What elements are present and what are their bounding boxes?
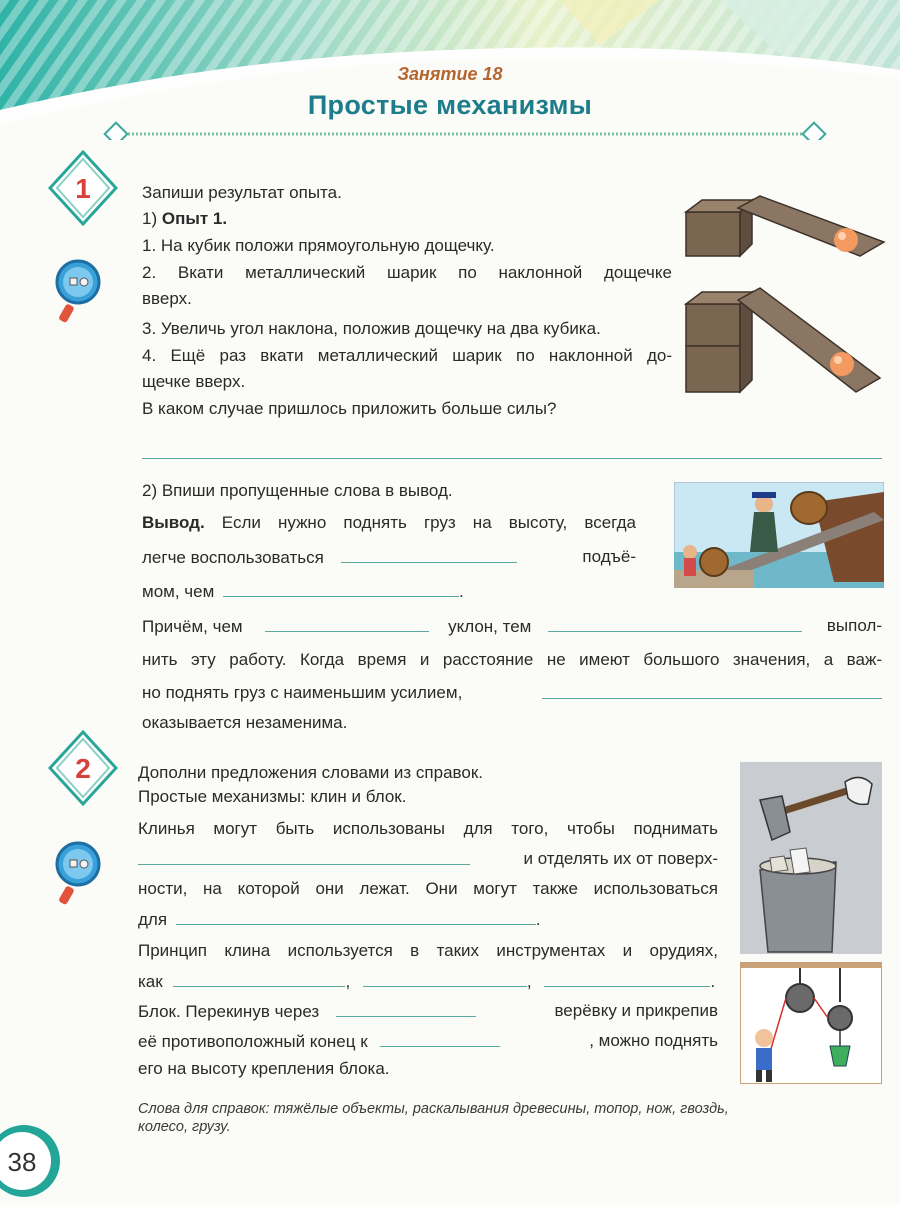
task-2-text-8d: . (710, 972, 716, 991)
page-number-badge (0, 1123, 72, 1200)
conclusion-line-1 (142, 510, 636, 536)
page-title: Простые механизмы (307, 90, 593, 120)
magnifier-experiment-icon (54, 258, 102, 324)
conclusion-line-2 (142, 544, 636, 571)
task-2-text-9a: Блок. Перекинув через (138, 1002, 320, 1021)
task-2-text-10b: , можно поднять (589, 1031, 718, 1050)
task-2-text-8a: как (138, 972, 163, 991)
lesson-number: Занятие 18 (397, 64, 503, 84)
task-2-line-8 (138, 968, 715, 995)
blank-3[interactable] (265, 613, 429, 632)
experiment-step-2: 2. Вкати металлический шарик по наклонной дощечке (142, 263, 672, 282)
task-1-intro: Запиши результат опыта. (142, 183, 342, 202)
blank-4[interactable] (548, 613, 802, 632)
task-2-line-3: Клинья могут быть использованы для того, чтобы поднимать (138, 819, 718, 838)
blank-7[interactable] (176, 906, 536, 925)
blank-12[interactable] (380, 1028, 500, 1047)
task-2-line-7: Принцип клина используется в таких инструментах и орудиях, (138, 941, 718, 960)
reference-words-line-1: Слова для справок: тяжёлые объекты, раскалывания древесины, топор, нож, гвоздь, (138, 1101, 729, 1117)
task-1-number: 1 (75, 173, 91, 204)
experiment-question: В каком случае пришлось приложить больше силы? (142, 399, 557, 418)
conclusion-text-3a: мом, чем (142, 582, 215, 601)
conclusion-label: Вывод. (142, 513, 205, 532)
blank-5[interactable] (542, 698, 882, 699)
task-2-line-11: его на высоту крепления блока. (138, 1059, 390, 1078)
conclusion-line-7: оказывается незаменима. (142, 713, 348, 732)
task-2-line-5: ности, на которой они лежат. Они могут также использоваться (138, 879, 718, 898)
experiment-step-4-cont: щечке вверх. (142, 372, 246, 391)
blank-6[interactable] (138, 846, 470, 865)
diamond-badge-icon (48, 730, 118, 806)
blank-11[interactable] (336, 998, 476, 1017)
conclusion-text-3b: . (459, 582, 464, 601)
answer-line-question[interactable] (142, 458, 882, 459)
conclusion-text-4b: уклон, тем (448, 617, 532, 636)
blank-9[interactable] (363, 968, 527, 987)
task-2-line-10 (138, 1028, 718, 1055)
task-2-instruction: Дополни предложения словами из справок. (138, 763, 483, 782)
task-2-text-10a: её противоположный конец к (138, 1032, 368, 1051)
pirates-ramp-illustration (674, 482, 884, 588)
blank-2[interactable] (223, 578, 459, 597)
task-2-line-6 (138, 906, 541, 933)
experiment-prefix: 1) (142, 209, 162, 228)
task-2-number: 2 (75, 753, 91, 784)
experiment-step-2-cont: вверх. (142, 289, 192, 308)
task-2-text-9b: верёвку и прикрепив (554, 1001, 718, 1020)
experiment-title: Опыт 1. (161, 209, 228, 228)
blank-10[interactable] (544, 968, 710, 987)
task-2-line-9 (138, 998, 718, 1025)
blank-8[interactable] (173, 968, 345, 987)
page-number: 38 (7, 1147, 37, 1177)
experiment-step-3: 3. Увеличь угол наклона, положив дощечку на два кубика. (142, 319, 601, 338)
task-2-text-6b: . (535, 910, 541, 929)
conclusion-text-1: Если нужно поднять груз на высоту, всегда (204, 513, 636, 532)
experiment-step-1: 1. На кубик положи прямоугольную дощечку. (142, 236, 495, 255)
ramp-illustration (680, 192, 886, 404)
task-2-badge (48, 730, 118, 806)
pulley-illustration (740, 962, 882, 1084)
conclusion-text-4c: выпол- (826, 616, 882, 635)
task-1-badge (48, 150, 118, 226)
conclusion-line-4 (142, 613, 882, 640)
task-2-text-8c: , (526, 972, 532, 991)
conclusion-line-5: нить эту работу. Когда время и расстояние не имеют большого значения, а важ- (142, 650, 882, 669)
task-2-text-4: и отделять их от поверх- (523, 849, 718, 868)
task-2-line-4 (138, 846, 718, 873)
conclusion-line-3 (142, 578, 464, 605)
task-2-subtitle: Простые механизмы: клин и блок. (138, 787, 407, 806)
task-2-text-6a: для (138, 910, 168, 929)
conclusion-line-6: но поднять груз с наименьшим усилием, (142, 683, 463, 702)
conclusion-text-2a: легче воспользоваться (142, 548, 324, 567)
axe-wedge-illustration (740, 762, 882, 954)
conclusion-text-2b: подъё- (582, 547, 636, 566)
part-2-instruction: 2) Впиши пропущенные слова в вывод. (142, 481, 453, 500)
task-2-text-8b: , (345, 972, 351, 991)
experiment-heading (142, 206, 227, 232)
reference-words (138, 1100, 898, 1136)
reference-words-line-2: колесо, грузу. (138, 1119, 231, 1135)
conclusion-text-4a: Причём, чем (142, 617, 243, 636)
experiment-step-4: 4. Ещё раз вкати металлический шарик по наклонной до- (142, 346, 672, 365)
diamond-badge-icon (48, 150, 118, 226)
magnifier-experiment-icon-2 (54, 840, 102, 906)
blank-1[interactable] (341, 544, 517, 563)
